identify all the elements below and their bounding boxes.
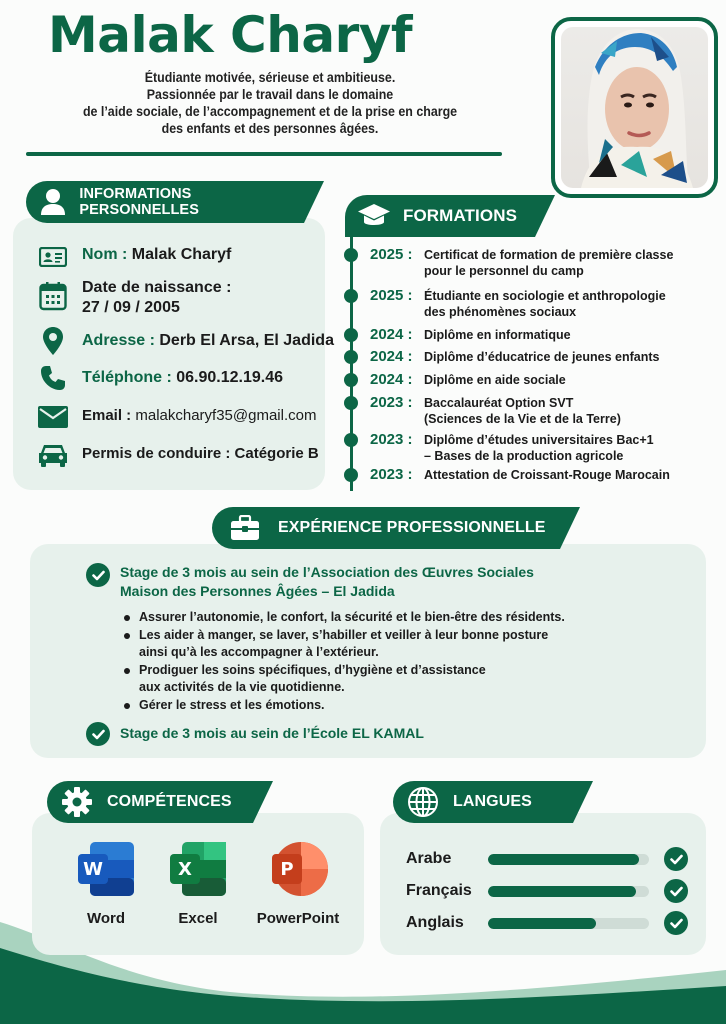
summary-line: Étudiante motivée, sérieuse et ambitieuse. [144, 70, 396, 85]
powerpoint-icon [268, 840, 328, 898]
email-label: Email : [82, 407, 132, 424]
languages-banner [393, 781, 573, 823]
language-row [406, 879, 696, 903]
formation-item [344, 370, 566, 390]
svg-text:W: W [83, 859, 103, 880]
timeline-dot [344, 328, 358, 342]
personal-info-banner [26, 181, 304, 223]
formation-text: Diplôme d’éducatrice de jeunes enfants [424, 350, 660, 364]
name-value: Malak Charyf [131, 246, 232, 263]
experience-item [86, 722, 424, 746]
info-birthdate [38, 278, 231, 318]
timeline-dot [344, 396, 358, 410]
license-label: Permis de conduire : [82, 445, 231, 462]
phone-label: Téléphone : [82, 369, 172, 386]
car-icon [38, 440, 68, 470]
info-name [38, 242, 231, 272]
envelope-icon [38, 402, 68, 432]
section-title: LANGUES [453, 793, 532, 810]
formation-year: 2023 : [370, 466, 413, 483]
calendar-icon [38, 278, 68, 314]
experience-banner [212, 507, 560, 549]
svg-text:X: X [178, 859, 192, 880]
language-level-fill [488, 854, 639, 865]
skill-label: PowerPoint [256, 910, 340, 927]
language-level-fill [488, 886, 636, 897]
task-item: Assurer l’autonomie, le confort, la sécurité et le bien-être des résidents. [120, 609, 640, 626]
address-label: Adresse : [82, 332, 155, 349]
skill-label: Word [86, 910, 126, 927]
timeline-dot [344, 433, 358, 447]
formation-text: Diplôme en informatique [424, 328, 571, 342]
skill-word [74, 840, 138, 927]
language-level-fill [488, 918, 596, 929]
experience-subtitle: Maison des Personnes Âgées – El Jadida [120, 583, 395, 599]
check-icon [664, 879, 688, 903]
formation-year: 2025 : [370, 246, 413, 263]
gear-icon [47, 786, 107, 818]
formation-item [344, 245, 673, 279]
summary-line: de l’aide sociale, de l’accompagnement et de la prise en charge [82, 104, 458, 119]
task-item: Prodiguer les soins spécifiques, d’hygiène et d’assistance aux activités de la vie quotidienne. [120, 662, 640, 696]
formation-text: Baccalauréat Option SVT (Sciences de la Vie et de la Terre) [424, 396, 621, 426]
section-title: EXPÉRIENCE PROFESSIONNELLE [278, 519, 546, 536]
formation-year: 2025 : [370, 287, 413, 304]
excel-icon [168, 840, 228, 898]
section-title: COMPÉTENCES [107, 793, 232, 810]
skill-excel [166, 840, 230, 927]
info-phone [38, 363, 283, 393]
experience-item [86, 563, 534, 601]
formation-item [344, 465, 670, 485]
birthdate-value: 27 / 09 / 2005 [82, 299, 180, 316]
formations-banner [345, 195, 535, 237]
address-value: Derb El Arsa, El Jadida [159, 332, 334, 349]
formation-year: 2023 : [370, 394, 413, 411]
birthdate-label: Date de naissance : [82, 279, 232, 296]
license-value: Catégorie B [234, 445, 319, 462]
formation-year: 2024 : [370, 348, 413, 365]
language-name: Français [406, 882, 472, 899]
timeline-dot [344, 373, 358, 387]
profile-summary [20, 69, 520, 137]
check-icon [664, 911, 688, 935]
summary-line: des enfants et des personnes âgées. [161, 121, 379, 136]
globe-icon [393, 786, 453, 818]
language-name: Arabe [406, 850, 452, 867]
graduation-cap-icon [345, 203, 403, 229]
portrait-illustration [561, 27, 704, 188]
info-email [38, 402, 316, 432]
task-item: Gérer le stress et les émotions. [120, 697, 640, 714]
skill-label: Excel [178, 910, 218, 927]
task-item: Les aider à manger, se laver, s’habiller et veiller à leur bonne posture ainsi qu’à les accompagner à l’extérieur. [120, 627, 640, 661]
svg-text:P: P [280, 859, 294, 880]
check-icon [86, 722, 110, 746]
language-row [406, 911, 696, 935]
formation-text: Diplôme en aide sociale [424, 373, 566, 387]
timeline-dot [344, 248, 358, 262]
phone-icon [38, 363, 68, 393]
email-value[interactable]: malakcharyf35@gmail.com [135, 407, 317, 424]
section-title: FORMATIONS [403, 206, 518, 225]
timeline-dot [344, 350, 358, 364]
formation-text: Certificat de formation de première classe pour le personnel du camp [424, 248, 674, 278]
phone-value: 06.90.12.19.46 [176, 369, 283, 386]
skills-banner [47, 781, 253, 823]
formation-text: Diplôme d’études universitaires Bac+1 – Bases de la production agricole [424, 433, 654, 463]
language-level-bar [488, 886, 649, 897]
info-address [38, 326, 334, 356]
word-icon [76, 840, 136, 898]
timeline-dot [344, 289, 358, 303]
briefcase-icon [212, 515, 278, 541]
formation-item [344, 347, 659, 367]
header-divider [26, 152, 502, 156]
skill-powerpoint [252, 840, 344, 927]
formation-item [344, 430, 654, 464]
location-pin-icon [38, 326, 68, 356]
experience-title: Stage de 3 mois au sein de l’École EL KAMAL [120, 725, 424, 741]
formation-year: 2024 : [370, 326, 413, 343]
id-card-icon [38, 242, 68, 272]
language-name: Anglais [406, 914, 464, 931]
timeline-dot [344, 468, 358, 482]
language-level-bar [488, 854, 649, 865]
formation-text: Attestation de Croissant-Rouge Marocain [424, 468, 670, 482]
language-level-bar [488, 918, 649, 929]
experience-title: Stage de 3 mois au sein de l’Association des Œuvres Sociales [120, 564, 534, 580]
check-icon [664, 847, 688, 871]
profile-photo-frame [551, 17, 718, 198]
info-license [38, 440, 319, 470]
formation-item [344, 325, 571, 345]
formation-item [344, 393, 621, 427]
candidate-name: Malak Charyf [48, 6, 413, 64]
experience-tasks [120, 609, 640, 715]
section-title: INFORMATIONS PERSONNELLES [79, 186, 199, 218]
formation-text: Étudiante en sociologie et anthropologie des phénomènes sociaux [424, 289, 666, 319]
name-label: Nom : [82, 246, 128, 263]
check-icon [86, 563, 110, 587]
formation-year: 2023 : [370, 431, 413, 448]
summary-line: Passionnée par le travail dans le domaine [146, 87, 394, 102]
user-icon [26, 188, 79, 216]
formation-year: 2024 : [370, 371, 413, 388]
language-row [406, 847, 696, 871]
formation-item [344, 286, 666, 320]
profile-photo [561, 27, 708, 188]
